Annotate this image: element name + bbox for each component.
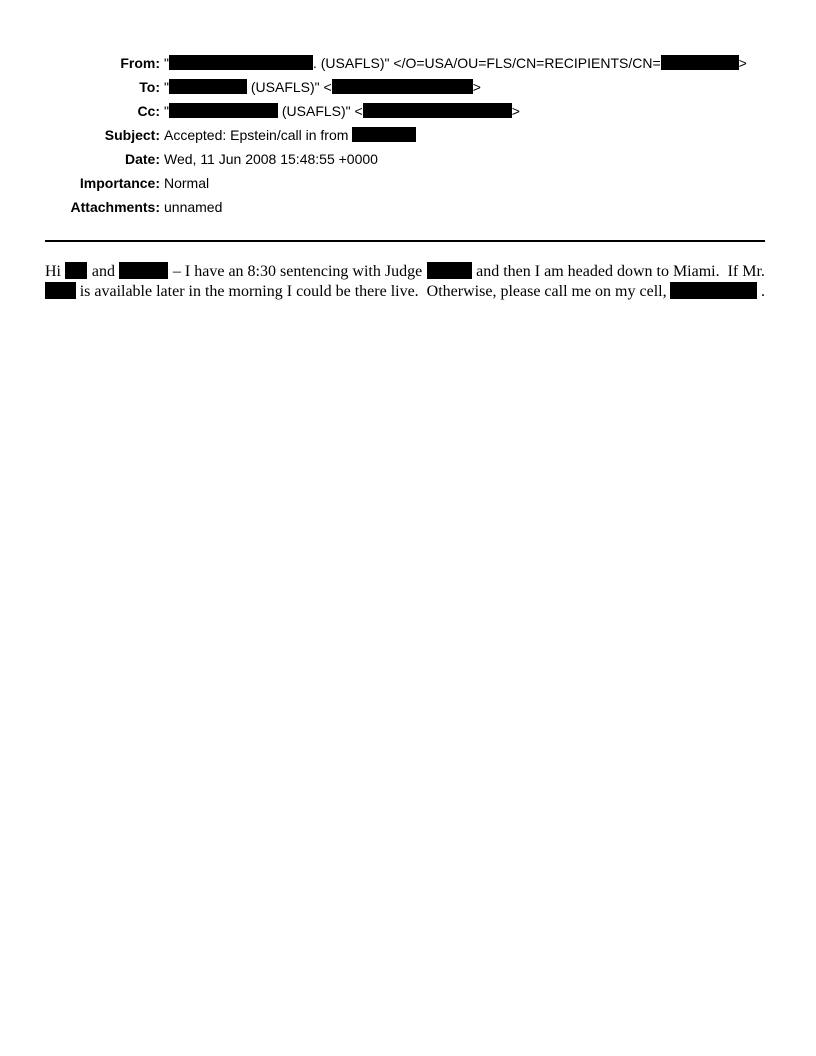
cc-label: Cc:	[137, 103, 160, 119]
date-value: Wed, 11 Jun 2008 15:48:55 +0000	[164, 151, 378, 167]
body-line: is available later in the morning I could be there live. Otherwise, please call me on my cell, .	[45, 282, 765, 302]
redaction-block	[670, 282, 757, 299]
redaction-block	[119, 262, 168, 279]
body-line: Hi and – I have an 8:30 sentencing with Judge and then I am headed down to Miami. If Mr.	[45, 263, 765, 280]
cc-value: " (USAFLS)" < >	[164, 103, 520, 119]
redaction-block	[661, 55, 739, 70]
subject-label: Subject:	[104, 127, 160, 143]
from-row	[0, 53, 816, 77]
to-row	[0, 77, 816, 101]
from-value: " . (USAFLS)" </O=USA/OU=FLS/CN=RECIPIENTS/CN= >	[164, 55, 747, 71]
redaction-block	[352, 127, 416, 142]
subject-value: Accepted: Epstein/call in from	[164, 125, 416, 145]
redaction-block	[45, 282, 76, 299]
email-body	[45, 262, 765, 302]
from-label: From:	[120, 55, 160, 71]
email-header	[0, 53, 816, 221]
redaction-block	[332, 79, 473, 94]
redaction-block	[169, 103, 278, 118]
redaction-block	[427, 262, 472, 279]
redaction-block	[363, 103, 512, 118]
to-label: To:	[139, 79, 160, 95]
importance-row	[0, 173, 816, 197]
to-value: " (USAFLS)" < >	[164, 79, 481, 95]
date-label: Date:	[124, 151, 160, 167]
attachments-value: unnamed	[164, 199, 223, 215]
date-row	[0, 149, 816, 173]
importance-value: Normal	[164, 175, 210, 191]
subject-row	[0, 125, 816, 149]
importance-label: Importance:	[79, 175, 160, 191]
attachments-row	[0, 197, 816, 221]
redaction-block	[65, 262, 87, 279]
redaction-block	[169, 55, 313, 70]
redaction-block	[169, 79, 247, 94]
cc-row	[0, 101, 816, 125]
attachments-label: Attachments:	[70, 199, 160, 215]
header-divider	[45, 240, 765, 242]
